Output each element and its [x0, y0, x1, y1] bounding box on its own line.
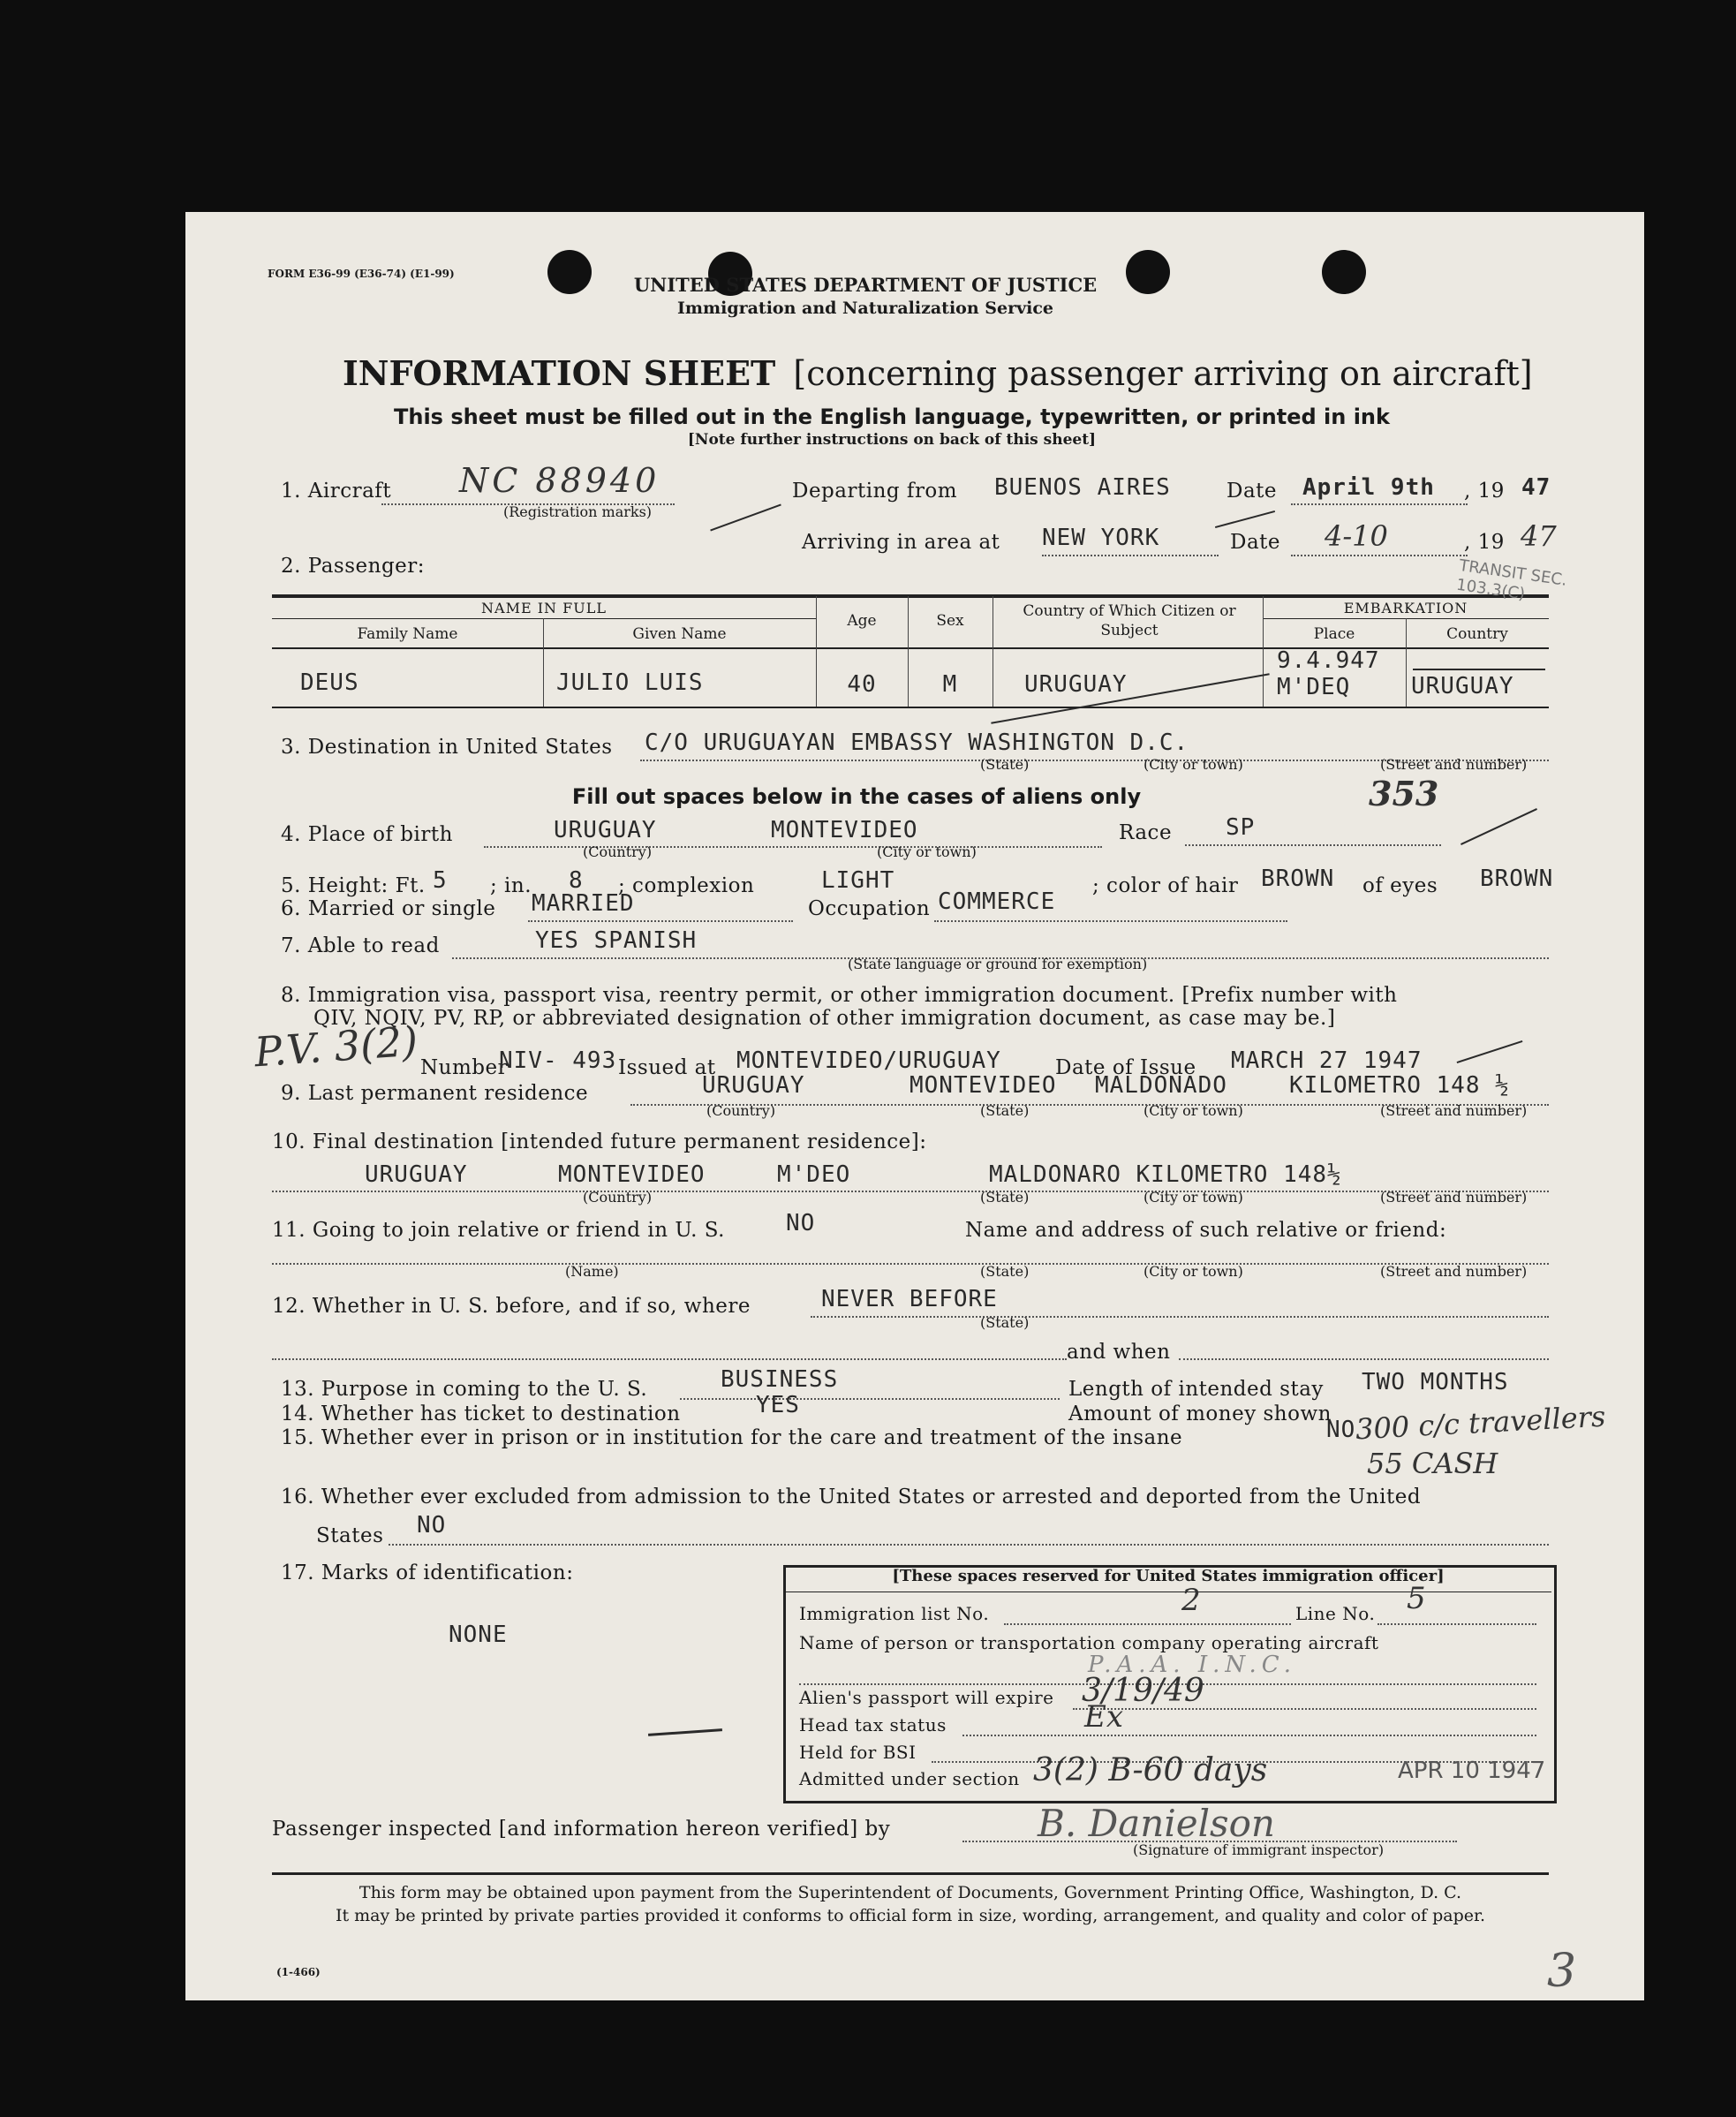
destination-label: 3. Destination in United States	[281, 736, 613, 759]
passport-expiry: 3/19/49	[1082, 1673, 1204, 1709]
inches-label: ; in.	[490, 874, 532, 897]
prison-value: NO	[1326, 1417, 1356, 1443]
relative-street-caption: (Street and number)	[1380, 1263, 1528, 1280]
eyes-label: of eyes	[1362, 874, 1438, 897]
department-name: UNITED STATES DEPARTMENT OF JUSTICE	[633, 274, 1098, 296]
page-mark: 3	[1547, 1945, 1577, 1998]
departing-date: April 9th	[1302, 474, 1435, 501]
instruction-text: This sheet must be filled out in the English language, typewritten, or printed in ink	[394, 404, 1390, 429]
operator-label: Name of person or transportation company operating aircraft	[799, 1632, 1379, 1653]
read-caption: (State language or ground for exemption)	[848, 956, 1148, 972]
transit-stamp: TRANSIT SEC. 103.3(C)	[1454, 556, 1568, 604]
complexion-label: ; complexion	[618, 874, 755, 897]
arriving-date-label: Date	[1230, 531, 1281, 554]
hair-value: BROWN	[1261, 866, 1335, 892]
line-no-label: Line No.	[1295, 1603, 1376, 1624]
relative-value: NO	[786, 1210, 816, 1236]
residence-street-caption: (Street and number)	[1380, 1102, 1528, 1119]
form-code: (1-466)	[276, 1966, 321, 1978]
aliens-only-note: Fill out spaces below in the cases of aliens only	[571, 784, 1142, 809]
departing-city: BUENOS AIRES	[994, 474, 1171, 501]
occupation-label: Occupation	[808, 897, 931, 920]
before-state-caption: (State)	[980, 1314, 1030, 1331]
passenger-label: 2. Passenger:	[281, 555, 426, 578]
destination-value: C/O URUGUAYAN EMBASSY WASHINGTON D.C.	[645, 730, 1189, 756]
final-destination-label: 10. Final destination [intended future permanent residence]:	[272, 1130, 927, 1153]
read-label: 7. Able to read	[281, 934, 440, 957]
final-country: URUGUAY	[365, 1161, 468, 1188]
visa-issued-at: MONTEVIDEO/URUGUAY	[736, 1047, 1001, 1074]
header-country-citizen: Country of Which Citizen or Subject	[1023, 602, 1236, 639]
final-street-caption: (Street and number)	[1380, 1189, 1528, 1206]
header-place: Place	[1313, 625, 1355, 643]
destination-street-caption: (Street and number)	[1380, 756, 1528, 773]
departing-label: Departing from	[792, 480, 958, 503]
marks-label: 17. Marks of identification:	[281, 1561, 574, 1584]
passport-label: Alien's passport will expire	[799, 1687, 1054, 1708]
occupation-value: COMMERCE	[938, 888, 1056, 915]
visa-issued-label: Issued at	[618, 1056, 716, 1079]
family-name-value: DEUS	[300, 669, 359, 696]
arriving-label: Arriving in area at	[802, 531, 1000, 554]
embarkation-place-line1: 9.4.947	[1277, 647, 1380, 674]
height-label: 5. Height: Ft.	[281, 874, 426, 897]
visa-number: NIV- 493	[499, 1047, 617, 1074]
relative-state-caption: (State)	[980, 1263, 1030, 1280]
section-label: Admitted under section	[799, 1768, 1020, 1789]
form-number: FORM E36-99 (E36-74) (E1-99)	[268, 268, 455, 280]
punch-hole	[1126, 250, 1170, 294]
handwritten-number: 353	[1369, 774, 1439, 813]
immigration-list-label: Immigration list No.	[799, 1603, 990, 1624]
operator-value: P.A.A. I.N.C.	[1088, 1652, 1296, 1678]
visa-label-line1: 8. Immigration visa, passport visa, reentry permit, or other immigration document. [Prefix number with	[281, 984, 1398, 1007]
visa-number-label: Number	[420, 1056, 509, 1079]
relative-name-caption: (Name)	[565, 1263, 619, 1280]
departing-year: 47	[1521, 474, 1551, 501]
hair-label: ; color of hair	[1092, 874, 1239, 897]
residence-state: MONTEVIDEO	[910, 1072, 1057, 1099]
residence-city-caption: (City or town)	[1143, 1102, 1243, 1119]
money-handwritten-line2: 55 CASH	[1367, 1447, 1498, 1480]
header-family-name: Family Name	[357, 625, 458, 643]
birth-country: URUGUAY	[554, 817, 657, 843]
residence-country-caption: (Country)	[706, 1102, 776, 1119]
when-label: and when	[1067, 1341, 1171, 1364]
marital-label: 6. Married or single	[281, 897, 496, 920]
service-name: Immigration and Naturalization Service	[677, 299, 1053, 318]
read-value: YES SPANISH	[535, 927, 698, 954]
residence-street: KILOMETRO 148 ½	[1289, 1072, 1510, 1099]
punch-hole	[1322, 250, 1366, 294]
marital-value: MARRIED	[532, 890, 635, 917]
stay-label: Length of intended stay	[1068, 1378, 1324, 1401]
relative-label: 11. Going to join relative or friend in U. S.	[272, 1219, 725, 1242]
visa-date: MARCH 27 1947	[1231, 1047, 1423, 1074]
purpose-value: BUSINESS	[721, 1366, 839, 1393]
signature-caption: (Signature of immigrant inspector)	[1133, 1841, 1385, 1858]
given-name-value: JULIO LUIS	[556, 669, 704, 696]
inspected-label: Passenger inspected [and information hereon verified] by	[272, 1818, 891, 1841]
embarkation-country-value: URUGUAY	[1411, 673, 1514, 699]
bsi-label: Held for BSI	[799, 1742, 917, 1763]
arriving-date: 4-10	[1325, 519, 1388, 553]
section-value: 3(2) B-60 days	[1033, 1752, 1268, 1788]
registration-caption: (Registration marks)	[503, 503, 653, 520]
visa-handwritten-note: P.V. 3(2)	[253, 1017, 419, 1077]
birth-city-caption: (City or town)	[877, 843, 977, 860]
residence-city: MALDONADO	[1095, 1072, 1227, 1099]
aircraft-label: 1. Aircraft	[281, 480, 392, 503]
residence-label: 9. Last permanent residence	[281, 1082, 589, 1105]
prison-label: 15. Whether ever in prison or in institution for the care and treatment of the insane	[281, 1426, 1183, 1449]
arriving-year: 47	[1521, 519, 1557, 553]
purpose-label: 13. Purpose in coming to the U. S.	[281, 1378, 648, 1401]
header-sex: Sex	[936, 612, 964, 630]
immigration-list-no: 2	[1181, 1583, 1201, 1618]
birth-label: 4. Place of birth	[281, 823, 453, 846]
departing-date-label: Date	[1227, 480, 1278, 503]
ticket-label: 14. Whether has ticket to destination	[281, 1403, 681, 1425]
header-given-name: Given Name	[632, 625, 727, 643]
inspector-signature: B. Danielson	[1038, 1802, 1275, 1845]
final-state: MONTEVIDEO	[558, 1161, 706, 1188]
money-handwritten-line1: 300 c/c travellers	[1355, 1399, 1607, 1447]
ticket-value: YES	[756, 1392, 800, 1418]
visa-label-line2: QIV, NQIV, PV, RP, or abbreviated designation of other immigration document, as case may be.]	[313, 1007, 1336, 1030]
officer-box-heading: [These spaces reserved for United States immigration officer]	[892, 1567, 1445, 1585]
residence-state-caption: (State)	[980, 1102, 1030, 1119]
age-value: 40	[847, 671, 877, 698]
money-label: Amount of money shown	[1068, 1403, 1332, 1425]
departing-year-prefix: , 19	[1464, 480, 1505, 503]
relative-name-label: Name and address of such relative or friend:	[965, 1219, 1447, 1242]
birth-country-caption: (Country)	[583, 843, 653, 860]
date-stamp: APR 10 1947	[1398, 1758, 1546, 1784]
head-tax-value: Ex	[1084, 1699, 1123, 1735]
height-feet: 5	[433, 867, 448, 894]
page-subtitle: [concerning passenger arriving on aircraft]	[793, 354, 1533, 393]
excluded-label-line2: States	[316, 1524, 384, 1547]
marks-value: NONE	[449, 1622, 508, 1648]
footer-line1: This form may be obtained upon payment from the Superintendent of Documents, Government Printing Office, Washington, D. C.	[359, 1883, 1462, 1902]
race-value: SP	[1226, 814, 1256, 841]
final-street: MALDONARO KILOMETRO 148½	[989, 1161, 1342, 1188]
final-city: M'DEO	[777, 1161, 851, 1188]
embarkation-place-line2: M'DEQ	[1277, 674, 1351, 700]
excluded-label-line1: 16. Whether ever excluded from admission to the United States or arrested and deported from the United	[281, 1486, 1422, 1508]
relative-city-caption: (City or town)	[1143, 1263, 1243, 1280]
residence-country: URUGUAY	[702, 1072, 805, 1099]
excluded-value: NO	[417, 1512, 447, 1539]
final-city-caption: (City or town)	[1143, 1189, 1243, 1206]
height-inches: 8	[569, 867, 584, 894]
race-label: Race	[1119, 821, 1173, 844]
sex-value: M	[942, 671, 958, 698]
visa-date-label: Date of Issue	[1055, 1056, 1196, 1079]
header-age: Age	[847, 612, 877, 630]
header-embarkation: EMBARKATION	[1343, 600, 1468, 616]
destination-state-caption: (State)	[980, 756, 1030, 773]
header-name-in-full: NAME IN FULL	[481, 600, 607, 616]
page-title: INFORMATION SHEET	[343, 353, 776, 393]
citizen-country-value: URUGUAY	[1024, 671, 1128, 698]
final-state-caption: (State)	[980, 1189, 1030, 1206]
before-value: NEVER BEFORE	[821, 1286, 998, 1312]
complexion-value: LIGHT	[821, 867, 895, 894]
destination-city-caption: (City or town)	[1143, 756, 1243, 773]
line-no: 5	[1407, 1581, 1426, 1616]
head-tax-label: Head tax status	[799, 1714, 947, 1735]
before-label: 12. Whether in U. S. before, and if so, where	[272, 1295, 751, 1318]
aircraft-registration: NC 88940	[459, 461, 660, 500]
final-country-caption: (Country)	[583, 1189, 653, 1206]
instruction-note: [Note further instructions on back of this sheet]	[687, 431, 1097, 449]
birth-city: MONTEVIDEO	[771, 817, 918, 843]
punch-hole	[547, 250, 592, 294]
footer-line2: It may be printed by private parties provided it conforms to official form in size, wording, arrangement, and quality and color of paper.	[335, 1906, 1486, 1925]
eyes-value: BROWN	[1480, 866, 1554, 892]
arriving-year-prefix: , 19	[1464, 531, 1505, 554]
header-emb-country: Country	[1446, 625, 1508, 643]
stay-value: TWO MONTHS	[1362, 1369, 1509, 1395]
arriving-city: NEW YORK	[1042, 525, 1160, 551]
